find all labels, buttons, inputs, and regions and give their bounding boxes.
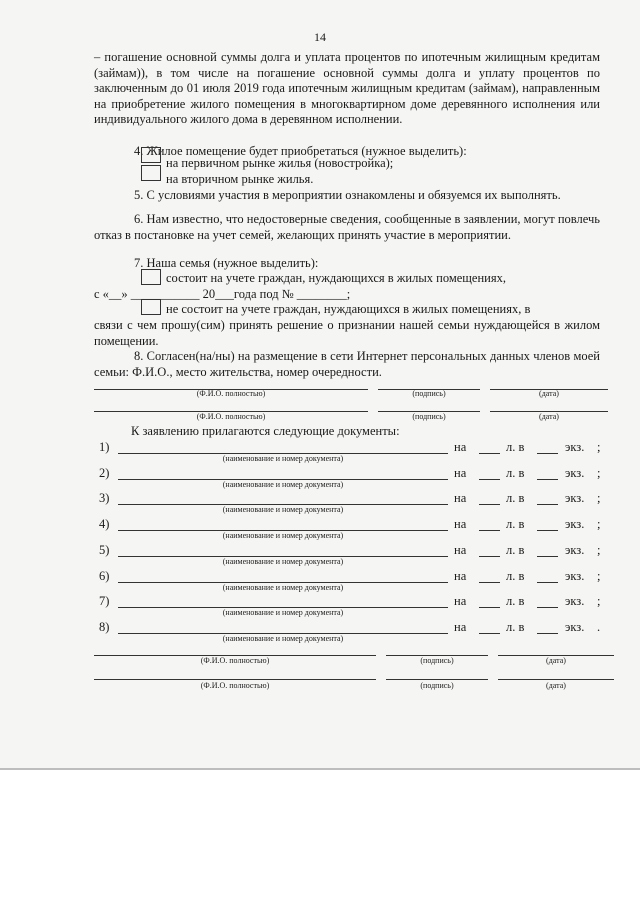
doc-row-end: ; [597,569,601,583]
doc-copies-field[interactable] [537,504,558,505]
caption-fio: (Ф.И.О. полностью) [196,412,266,421]
doc-na-label: на [454,594,467,608]
doc-name-caption: (наименование и номер документа) [222,583,344,592]
documents-heading: К заявлению прилагаются следующие документы: [131,424,400,438]
doc-pages-field[interactable] [479,530,500,531]
doc-number: 1) [99,440,110,454]
item7-checkbox-registered[interactable] [141,269,161,285]
doc-row-end: ; [597,543,601,557]
doc-na-label: на [454,620,467,634]
doc-name-caption: (наименование и номер документа) [222,634,344,643]
doc-pages-label: л. в [506,440,525,454]
doc-copies-label: экз. [565,594,585,608]
signature-line-fio [94,679,376,680]
paragraph-continuation: – погашение основной суммы долга и уплата процентов по ипотечным жилищным кредитам (займам)), в том числе на погашение основной суммы долга и уплату процентов по заключенным до 01 июля 2019 года ипотечным жилищным кредитам (займам), направленным на приобретение жилого помещения в многоквартирном доме деревянного исполнения или индивидуального жилого дома в деревянном исполнении. [94,50,600,127]
doc-pages-label: л. в [506,517,525,531]
item8-text: 8. Согласен(на/ны) на размещение в сети Интернет персональных данных членов моей семьи: Ф.И.О., место жительства, номер очередности. [94,349,600,379]
doc-row-end: ; [597,440,601,454]
item4-option-primary: на первичном рынке жилья (новостройка); [166,156,394,170]
doc-na-label: на [454,543,467,557]
item7-option-not-registered: не состоит на учете граждан, нуждающихся в жилых помещениях, в [166,302,531,316]
caption-fio: (Ф.И.О. полностью) [200,656,270,665]
doc-na-label: на [454,491,467,505]
caption-sign: (подпись) [420,681,454,690]
caption-date: (дата) [539,412,559,421]
doc-number: 3) [99,491,110,505]
doc-copies-field[interactable] [537,479,558,480]
doc-pages-field[interactable] [479,453,500,454]
signature-line-date [498,679,614,680]
caption-sign: (подпись) [412,412,446,421]
doc-pages-field[interactable] [479,582,500,583]
doc-copies-field[interactable] [537,556,558,557]
doc-row-end: ; [597,517,601,531]
doc-name-caption: (наименование и номер документа) [222,531,344,540]
doc-row-end: ; [597,491,601,505]
doc-number: 7) [99,594,110,608]
doc-copies-field[interactable] [537,607,558,608]
doc-pages-label: л. в [506,569,525,583]
doc-pages-field[interactable] [479,607,500,608]
item7-date-line: с «__» ___________ 20___года под № ________; [94,287,351,301]
doc-pages-field[interactable] [479,504,500,505]
caption-sign: (подпись) [412,389,446,398]
item7-heading: 7. Наша семья (нужное выделить): [134,256,319,270]
doc-number: 2) [99,466,110,480]
doc-copies-label: экз. [565,491,585,505]
doc-name-caption: (наименование и номер документа) [222,557,344,566]
doc-pages-label: л. в [506,543,525,557]
item5-text: 5. С условиями участия в мероприятии ознакомлены и обязуемся их выполнять. [134,188,561,202]
doc-number: 4) [99,517,110,531]
doc-number: 8) [99,620,110,634]
caption-date: (дата) [539,389,559,398]
page-number: 14 [314,30,326,44]
doc-name-caption: (наименование и номер документа) [222,505,344,514]
doc-copies-field[interactable] [537,582,558,583]
doc-na-label: на [454,569,467,583]
caption-fio: (Ф.И.О. полностью) [200,681,270,690]
doc-pages-field[interactable] [479,556,500,557]
item7-option-registered: состоит на учете граждан, нуждающихся в жилых помещениях, [166,271,506,285]
signature-line-sign [386,679,488,680]
item4-heading: 4. Жилое помещение будет приобретаться (нужное выделить): [134,144,467,158]
doc-pages-label: л. в [506,620,525,634]
caption-fio: (Ф.И.О. полностью) [196,389,266,398]
doc-na-label: на [454,440,467,454]
caption-sign: (подпись) [420,656,454,665]
doc-copies-label: экз. [565,517,585,531]
doc-copies-field[interactable] [537,453,558,454]
doc-row-end: . [597,620,601,634]
item4-checkbox-secondary[interactable] [141,165,161,181]
doc-pages-field[interactable] [479,479,500,480]
item4-option-secondary: на вторичном рынке жилья. [166,172,314,186]
doc-copies-field[interactable] [537,530,558,531]
doc-na-label: на [454,517,467,531]
item7-option-not-registered-cont: связи с чем прошу(сим) принять решение о признании нашей семьи нуждающейся в жилом помещении. [94,318,600,348]
doc-pages-label: л. в [506,594,525,608]
doc-copies-field[interactable] [537,633,558,634]
item4-checkbox-primary[interactable] [141,147,161,163]
doc-copies-label: экз. [565,440,585,454]
doc-pages-field[interactable] [479,633,500,634]
doc-number: 5) [99,543,110,557]
doc-number: 6) [99,569,110,583]
doc-name-caption: (наименование и номер документа) [222,454,344,463]
caption-date: (дата) [546,656,566,665]
doc-row-end: ; [597,594,601,608]
doc-name-caption: (наименование и номер документа) [222,480,344,489]
caption-date: (дата) [546,681,566,690]
doc-name-caption: (наименование и номер документа) [222,608,344,617]
item7-checkbox-not-registered[interactable] [141,299,161,315]
doc-row-end: ; [597,466,601,480]
item6-text: 6. Нам известно, что недостоверные сведения, сообщенные в заявлении, могут повлечь отказ в постановке на учет семей, желающих принять участие в мероприятии. [94,212,600,242]
doc-copies-label: экз. [565,620,585,634]
doc-pages-label: л. в [506,491,525,505]
doc-copies-label: экз. [565,466,585,480]
doc-copies-label: экз. [565,543,585,557]
doc-copies-label: экз. [565,569,585,583]
doc-na-label: на [454,466,467,480]
doc-pages-label: л. в [506,466,525,480]
